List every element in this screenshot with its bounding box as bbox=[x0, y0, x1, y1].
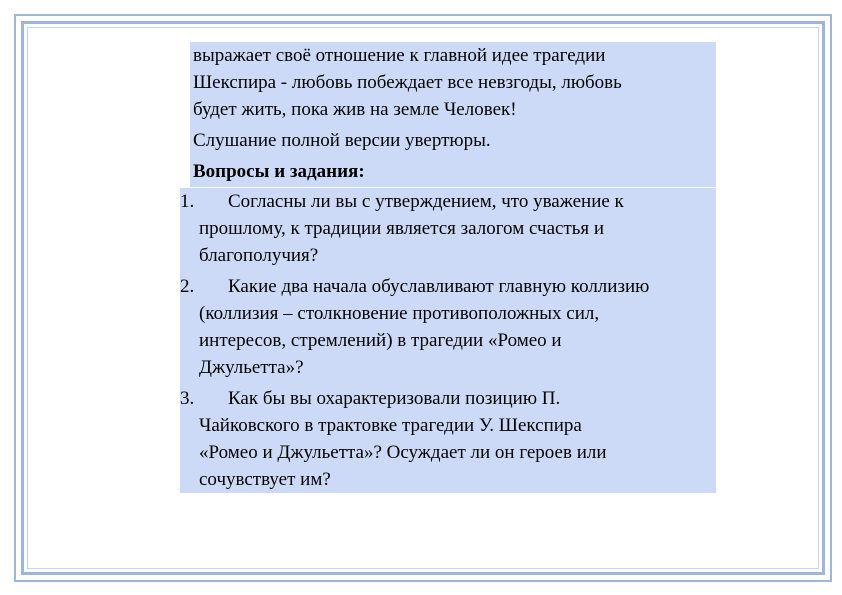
question-line: Чайковского в трактовке трагедии У. Шекспира bbox=[199, 415, 582, 436]
question-number: 1. bbox=[180, 191, 195, 212]
question-line: «Ромео и Джульетта»? Осуждает ли он героев или bbox=[199, 442, 607, 463]
listening-note: Слушание полной версии увертюры. bbox=[193, 130, 491, 151]
question-item bbox=[180, 273, 716, 381]
questions-heading: Вопросы и задания: bbox=[193, 161, 365, 182]
question-line: Как бы вы охарактеризовали позицию П. bbox=[228, 388, 561, 409]
question-line: интересов, стремлений) в трагедии «Ромео и bbox=[199, 330, 562, 351]
text-block-intro bbox=[190, 42, 716, 187]
question-line: прошлому, к традиции является залогом счастья и bbox=[199, 218, 605, 239]
question-line: благополучия? bbox=[199, 245, 319, 266]
question-item bbox=[180, 188, 716, 269]
question-line: Согласны ли вы с утверждением, что уважение к bbox=[228, 191, 624, 212]
question-number: 2. bbox=[180, 276, 195, 297]
question-line: Какие два начала обуславливают главную коллизию bbox=[228, 276, 650, 297]
question-text bbox=[199, 385, 716, 493]
question-line: Джульетта»? bbox=[199, 357, 304, 378]
question-number: 3. bbox=[180, 388, 195, 409]
intro-line: будет жить, пока жив на земле Человек! bbox=[193, 99, 517, 120]
intro-line: выражает своё отношение к главной идее трагедии bbox=[193, 45, 606, 66]
question-item bbox=[180, 385, 716, 493]
intro-paragraph bbox=[193, 42, 716, 123]
question-line: сочувствует им? bbox=[199, 469, 331, 490]
questions-list bbox=[180, 188, 716, 493]
question-line: (коллизия – столкновение противоположных сил, bbox=[199, 303, 600, 324]
intro-line: Шекспира - любовь побеждает все невзгоды, любовь bbox=[193, 72, 622, 93]
question-text bbox=[199, 273, 716, 381]
question-text bbox=[199, 188, 716, 269]
